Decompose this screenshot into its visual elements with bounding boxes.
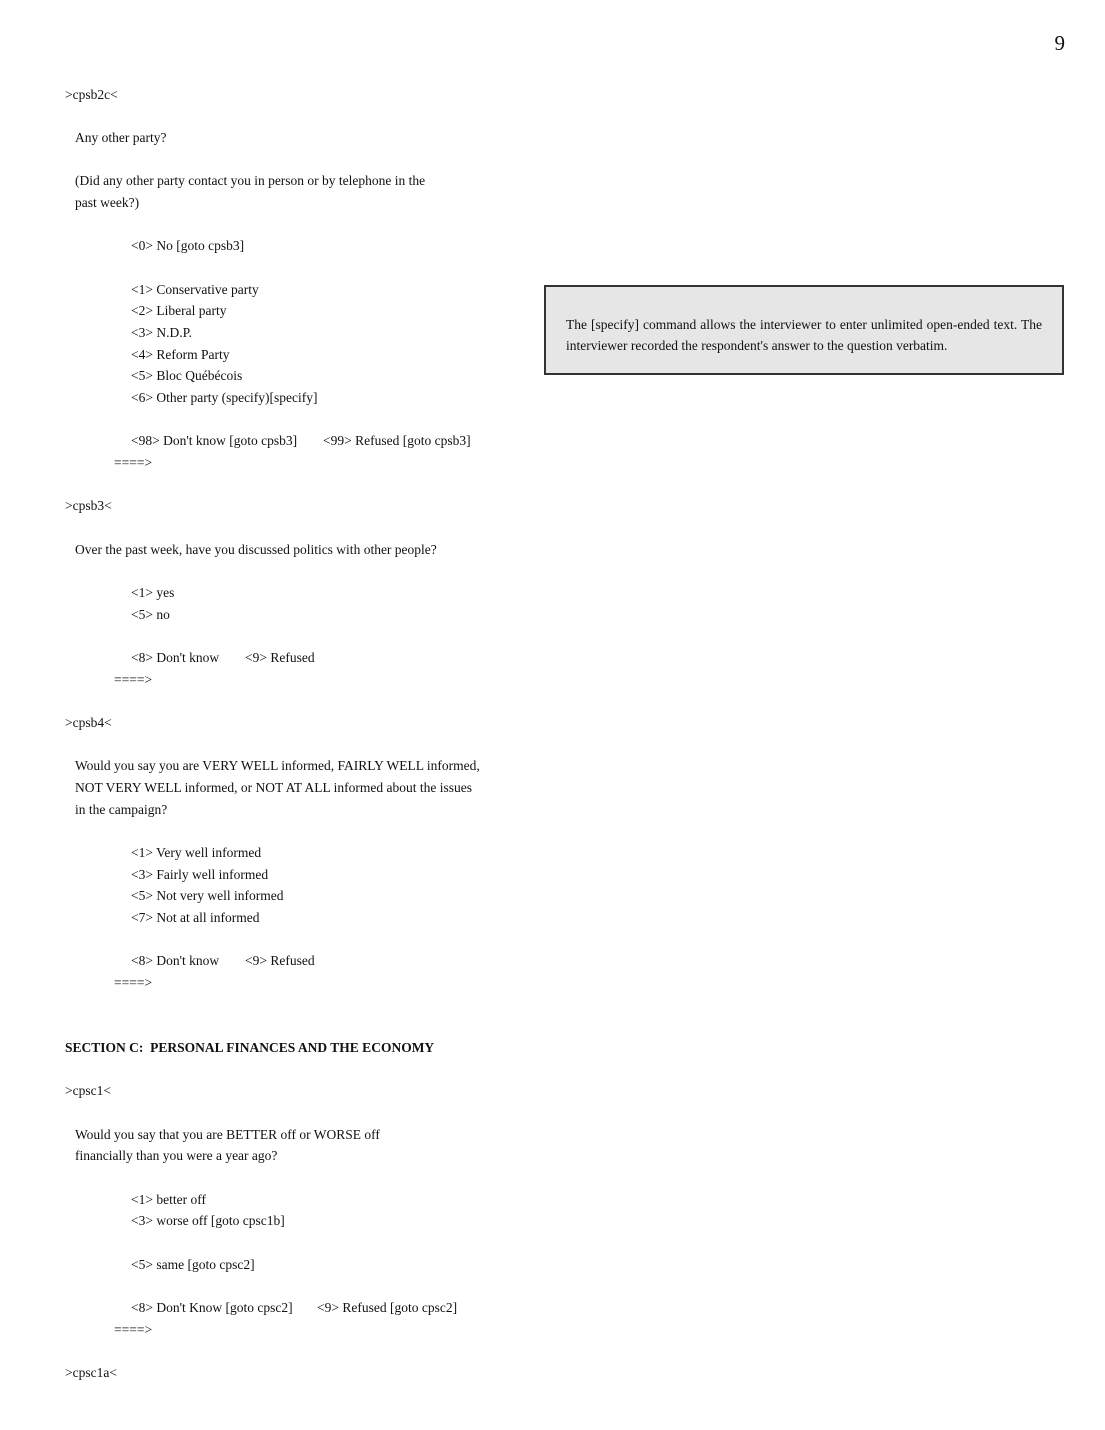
answer-option-refused: <9> Refused: [245, 650, 315, 665]
specify-note-box: The [specify] command allows the interviewer to enter unlimited open-ended text. The interviewer recorded the respondent's answer to the question verbatim.: [544, 285, 1064, 375]
answer-option-refused: <99> Refused [goto cpsb3]: [323, 433, 471, 448]
question-text: Over the past week, have you discussed politics with other people?: [75, 542, 437, 557]
question-id-cpsc1a: >cpsc1a<: [65, 1365, 117, 1380]
page-number: 9: [1054, 31, 1065, 55]
entry-arrow: ====>: [114, 1322, 153, 1337]
question-id-cpsb3: >cpsb3<: [65, 498, 112, 513]
answer-option: <4> Reform Party: [131, 347, 230, 362]
entry-arrow: ====>: [114, 672, 153, 687]
answer-option: <1> yes: [131, 585, 175, 600]
question-text: Any other party?: [75, 130, 167, 145]
answer-option: <3> worse off [goto cpsc1b]: [131, 1213, 285, 1228]
answer-option-dont-know: <8> Don't know: [131, 953, 220, 968]
answer-option: <7> Not at all informed: [131, 910, 260, 925]
answer-option: <5> no: [131, 607, 170, 622]
answer-option: <5> Not very well informed: [131, 888, 284, 903]
question-id-cpsb4: >cpsb4<: [65, 715, 112, 730]
answer-option: <3> N.D.P.: [131, 325, 192, 340]
question-text: Would you say that you are BETTER off or WORSE off: [75, 1127, 380, 1142]
question-text: financially than you were a year ago?: [75, 1148, 278, 1163]
question-text: NOT VERY WELL informed, or NOT AT ALL informed about the issues: [75, 780, 472, 795]
answer-option: <2> Liberal party: [131, 303, 227, 318]
entry-arrow: ====>: [114, 975, 153, 990]
answer-option: <1> Very well informed: [131, 845, 262, 860]
section-heading: SECTION C: PERSONAL FINANCES AND THE ECONOMY: [65, 1040, 435, 1055]
probe-text: (Did any other party contact you in person or by telephone in the: [75, 173, 426, 188]
answer-option-refused: <9> Refused: [245, 953, 315, 968]
question-id-cpsb2c: >cpsb2c<: [65, 87, 118, 102]
answer-option: <1> better off: [131, 1192, 206, 1207]
answer-option-dont-know: <8> Don't know: [131, 650, 220, 665]
probe-text: past week?): [75, 195, 140, 210]
answer-option: <0> No [goto cpsb3]: [131, 238, 245, 253]
question-text: Would you say you are VERY WELL informed, FAIRLY WELL informed,: [75, 758, 480, 773]
answer-option: <5> Bloc Québécois: [131, 368, 243, 383]
answer-option: <5> same [goto cpsc2]: [131, 1257, 255, 1272]
question-text: in the campaign?: [75, 802, 168, 817]
answer-option: <1> Conservative party: [131, 282, 259, 297]
entry-arrow: ====>: [114, 455, 153, 470]
answer-option: <3> Fairly well informed: [131, 867, 269, 882]
answer-option: <6> Other party (specify)[specify]: [131, 390, 318, 405]
question-id-cpsc1: >cpsc1<: [65, 1083, 111, 1098]
answer-option-dont-know: <8> Don't Know [goto cpsc2]: [131, 1300, 293, 1315]
answer-option-dont-know: <98> Don't know [goto cpsb3]: [131, 433, 298, 448]
answer-option-refused: <9> Refused [goto cpsc2]: [317, 1300, 458, 1315]
